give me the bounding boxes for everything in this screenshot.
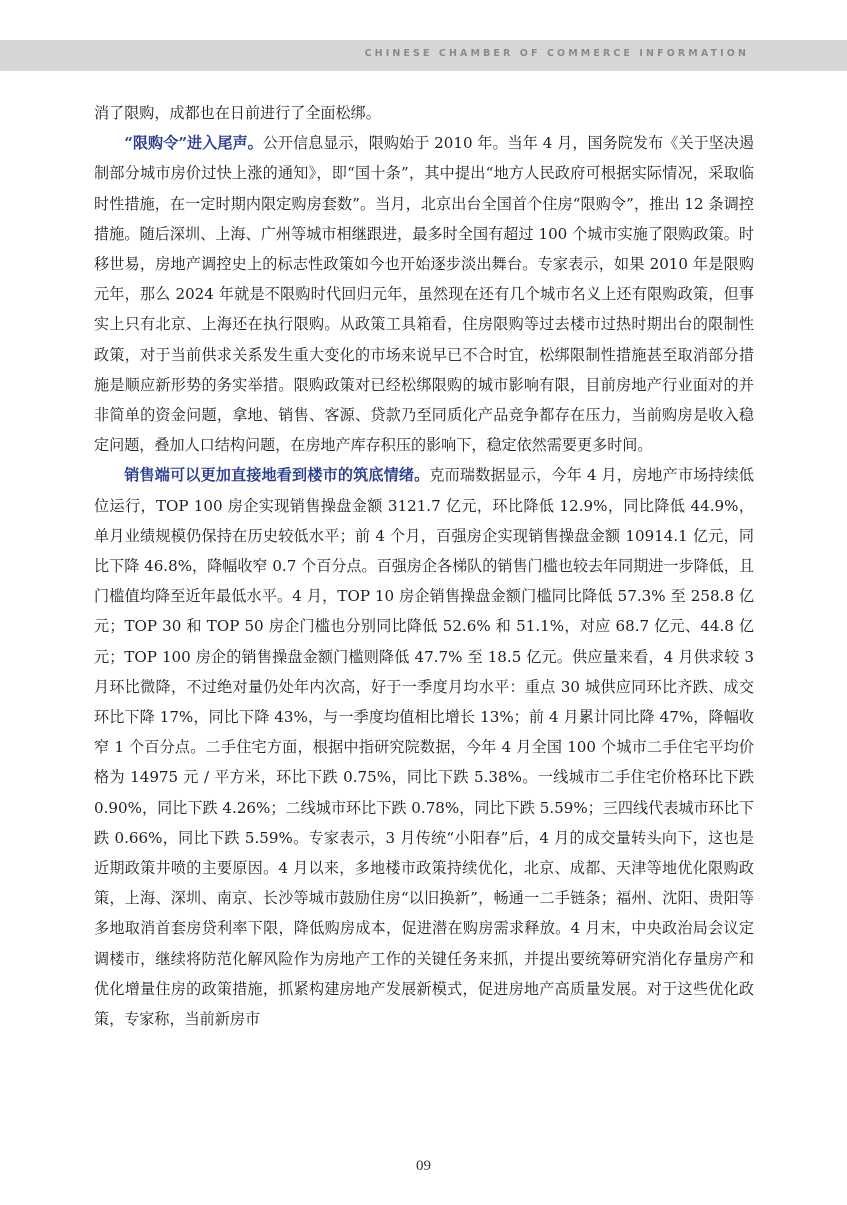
paragraph-purchase-restriction bbox=[94, 128, 754, 460]
publication-name: CHINESE CHAMBER OF COMMERCE INFORMATION bbox=[364, 48, 749, 59]
paragraph-lead: 销售端可以更加直接地看到楼市的筑底情绪。 bbox=[124, 466, 430, 485]
paragraph-lead: “限购令”进入尾声。 bbox=[124, 134, 263, 153]
page-number: 09 bbox=[416, 1158, 431, 1174]
paragraph-text: 公开信息显示，限购始于 2010 年。当年 4 月，国务院发布《关于坚决遏制部分城市房价过快上涨的通知》，即“国十条”，其中提出“地方人民政府可根据实际情况，采取临时性措施，在一定时期内限定购房套数”。当月，北京出台全国首个住房“限购令”，推出 12 条调控措施。随后深圳、上海、广州等城市相继跟进，最多时全国有超过 100 个城市实施了限购政策。时移世易，房地产调控史上的标志性政策如今也开始逐步淡出舞台。专家表示，如果 2010 年是限购元年，那么 2024 年就是不限购时代回归元年，虽然现在还有几个城市名义上还有限购政策，但事实上只有北京、上海还在执行限购。从政策工具箱看，住房限购等过去楼市过热时期出台的限制性政策，对于当前供求关系发生重大变化的市场来说早已不合时宜，松绑限制性措施甚至取消部分措施是顺应新形势的务实举措。限购政策对已经松绑限购的城市影响有限，目前房地产行业面对的并非简单的资金问题，拿地、销售、客源、贷款乃至同质化产品竞争都存在压力，当前购房是收入稳定问题，叠加人口结构问题，在房地产库存积压的影响下，稳定依然需要更多时间。 bbox=[94, 134, 754, 455]
paragraph-continued: 消了限购，成都也在日前进行了全面松绑。 bbox=[94, 104, 381, 122]
paragraph-text: 克而瑞数据显示，今年 4 月，房地产市场持续低位运行，TOP 100 房企实现销售操盘金额 3121.7 亿元，环比降低 12.9%，同比降低 44.9%，单月业绩规模仍保持在历史较低水平；前 4 个月，百强房企实现销售操盘金额 10914.1 亿元，同比下降 46.8%，降幅收窄 0.7 个百分点。百强房企各梯队的销售门槛也较去年同期进一步降低，且门槛值均降至近年最低水平。4 月，TOP 10 房企销售操盘金额门槛同比降低 57.3% 至 258.8 亿元；TOP 30 和 TOP 50 房企门槛也分别同比降低 52.6% 和 51.1%，对应 68.7 亿元、44.8 亿元；TOP 100 房企的销售操盘金额门槛则降低 47.7% 至 18.5 亿元。供应量来看，4 月供求较 3 月环比微降，不过绝对量仍处年内次高，好于一季度月均水平：重点 30 城供应同环比齐跌、成交环比下降 17%，同比下降 43%，与一季度均值相比增长 13%；前 4 月累计同比降 47%，降幅收窄 1 个百分点。二手住宅方面，根据中指研究院数据，今年 4 月全国 100 个城市二手住宅平均价格为 14975 元 / 平方米，环比下跌 0.75%，同比下跌 5.38%。一线城市二手住宅价格环比下跌 0.90%，同比下跌 4.26%；二线城市环比下跌 0.78%，同比下跌 5.59%；三四线代表城市环比下跌 0.66%，同比下跌 5.59%。专家表示，3 月传统“小阳春”后，4 月的成交量转头向下，这也是近期政策井喷的主要原因。4 月以来，多地楼市政策持续优化，北京、成都、天津等地优化限购政策，上海、深圳、南京、长沙等城市鼓励住房“以旧换新”，畅通一二手链条；福州、沈阳、贵阳等多地取消首套房贷利率下限，降低购房成本，促进潜在购房需求释放。4 月末，中央政治局会议定调楼市，继续将防范化解风险作为房地产工作的关键任务来抓，并提出要统筹研究消化存量房产和优化增量住房的政策措施，抓紧构建房地产发展新模式，促进房地产高质量发展。对于这些优化政策，专家称，当前新房市 bbox=[94, 466, 754, 1029]
paragraph-sales bbox=[94, 460, 754, 1034]
article-body bbox=[94, 98, 754, 1034]
